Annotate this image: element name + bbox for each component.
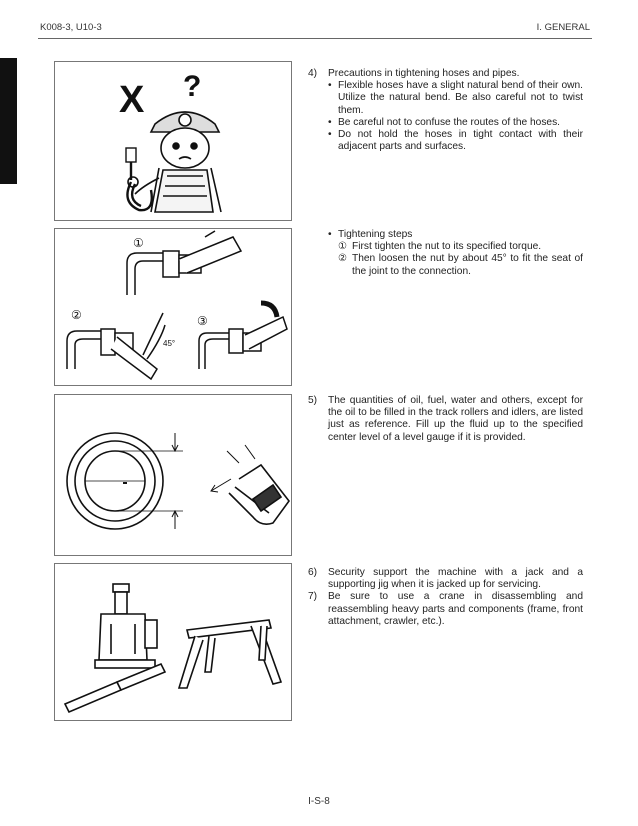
- section-5-text: The quantities of oil, fuel, water and others, except for the oil to be filled in the track rollers and idlers, are listed just as reference. Fill up the fluid up to the specified center level of a level gauge if it is provided.: [328, 395, 583, 443]
- step-text: Then loosen the nut by about 45° to fit the seat of the joint to the connection.: [352, 253, 583, 277]
- figure-tightening-steps: [54, 228, 292, 386]
- figure-level-gauge: [54, 394, 292, 556]
- x-mark: X: [119, 79, 145, 121]
- worker-illustration: [128, 112, 221, 212]
- section-5-item: [308, 395, 583, 444]
- section-4-bullet: • Be careful not to confuse the routes of the hoses.: [328, 117, 583, 129]
- header-section: I. GENERAL: [536, 22, 590, 33]
- header-rule: [38, 38, 592, 39]
- step-3-label: ③: [197, 314, 208, 328]
- section-4-number: 4): [308, 68, 318, 79]
- fitting-step-3: [199, 303, 287, 369]
- figure-jack-and-stand: [54, 563, 292, 721]
- tightening-steps-block: [308, 229, 583, 278]
- section-5-block: [308, 395, 583, 444]
- jack-illustration: [95, 584, 157, 668]
- figure-hose-precautions: [54, 61, 292, 221]
- section-4-item: [308, 68, 583, 153]
- gauge-illustration: [67, 433, 183, 529]
- tightening-step: [338, 241, 583, 253]
- tightening-title: • Tightening steps: [328, 229, 583, 241]
- section-5-number: 5): [308, 395, 318, 406]
- section-4-bullet: • Do not hold the hoses in tight contact with their adjacent parts and surfaces.: [328, 129, 583, 153]
- step-text: First tighten the nut to its specified torque.: [352, 241, 542, 253]
- section-6-text: Security support the machine with a jack and a supporting jig when it is jacked up for servicing.: [328, 567, 583, 591]
- stand-illustration: [179, 620, 281, 688]
- page-number: I-S-8: [308, 796, 330, 807]
- section-6-7-block: [308, 567, 583, 628]
- section-4-title: Precautions in tightening hoses and pipes.: [328, 68, 520, 79]
- section-6-item: [308, 567, 583, 591]
- section-7-item: [308, 591, 583, 628]
- header-model: K008-3, U10-3: [40, 22, 102, 33]
- hose-illustration: [126, 148, 152, 210]
- section-7-number: 7): [308, 591, 318, 603]
- section-7-text: Be sure to use a crane in disassembling and reassembling heavy parts and components (frame, front attachment, crawler, etc.).: [328, 591, 583, 627]
- question-mark: ?: [183, 70, 202, 103]
- tightening-item: [308, 229, 583, 278]
- section-6-number: 6): [308, 567, 318, 578]
- tightening-step: [338, 253, 583, 277]
- step-number: ②: [338, 253, 348, 265]
- section-4-bullet: • Flexible hoses have a slight natural bend of their own. Utilize the natural bend. Be also careful not to twist them.: [328, 80, 583, 117]
- section-tab-marker: [0, 58, 17, 184]
- fitting-step-1: [127, 231, 241, 295]
- section-4-block: [308, 68, 583, 153]
- dipstick-illustration: [211, 445, 289, 524]
- handle-bar-illustration: [65, 664, 165, 712]
- step-2-label: ②: [71, 308, 82, 322]
- angle-label: 45°: [163, 339, 176, 348]
- fitting-step-2: [67, 313, 165, 379]
- step-1-label: ①: [133, 236, 144, 250]
- step-number: ①: [338, 241, 348, 253]
